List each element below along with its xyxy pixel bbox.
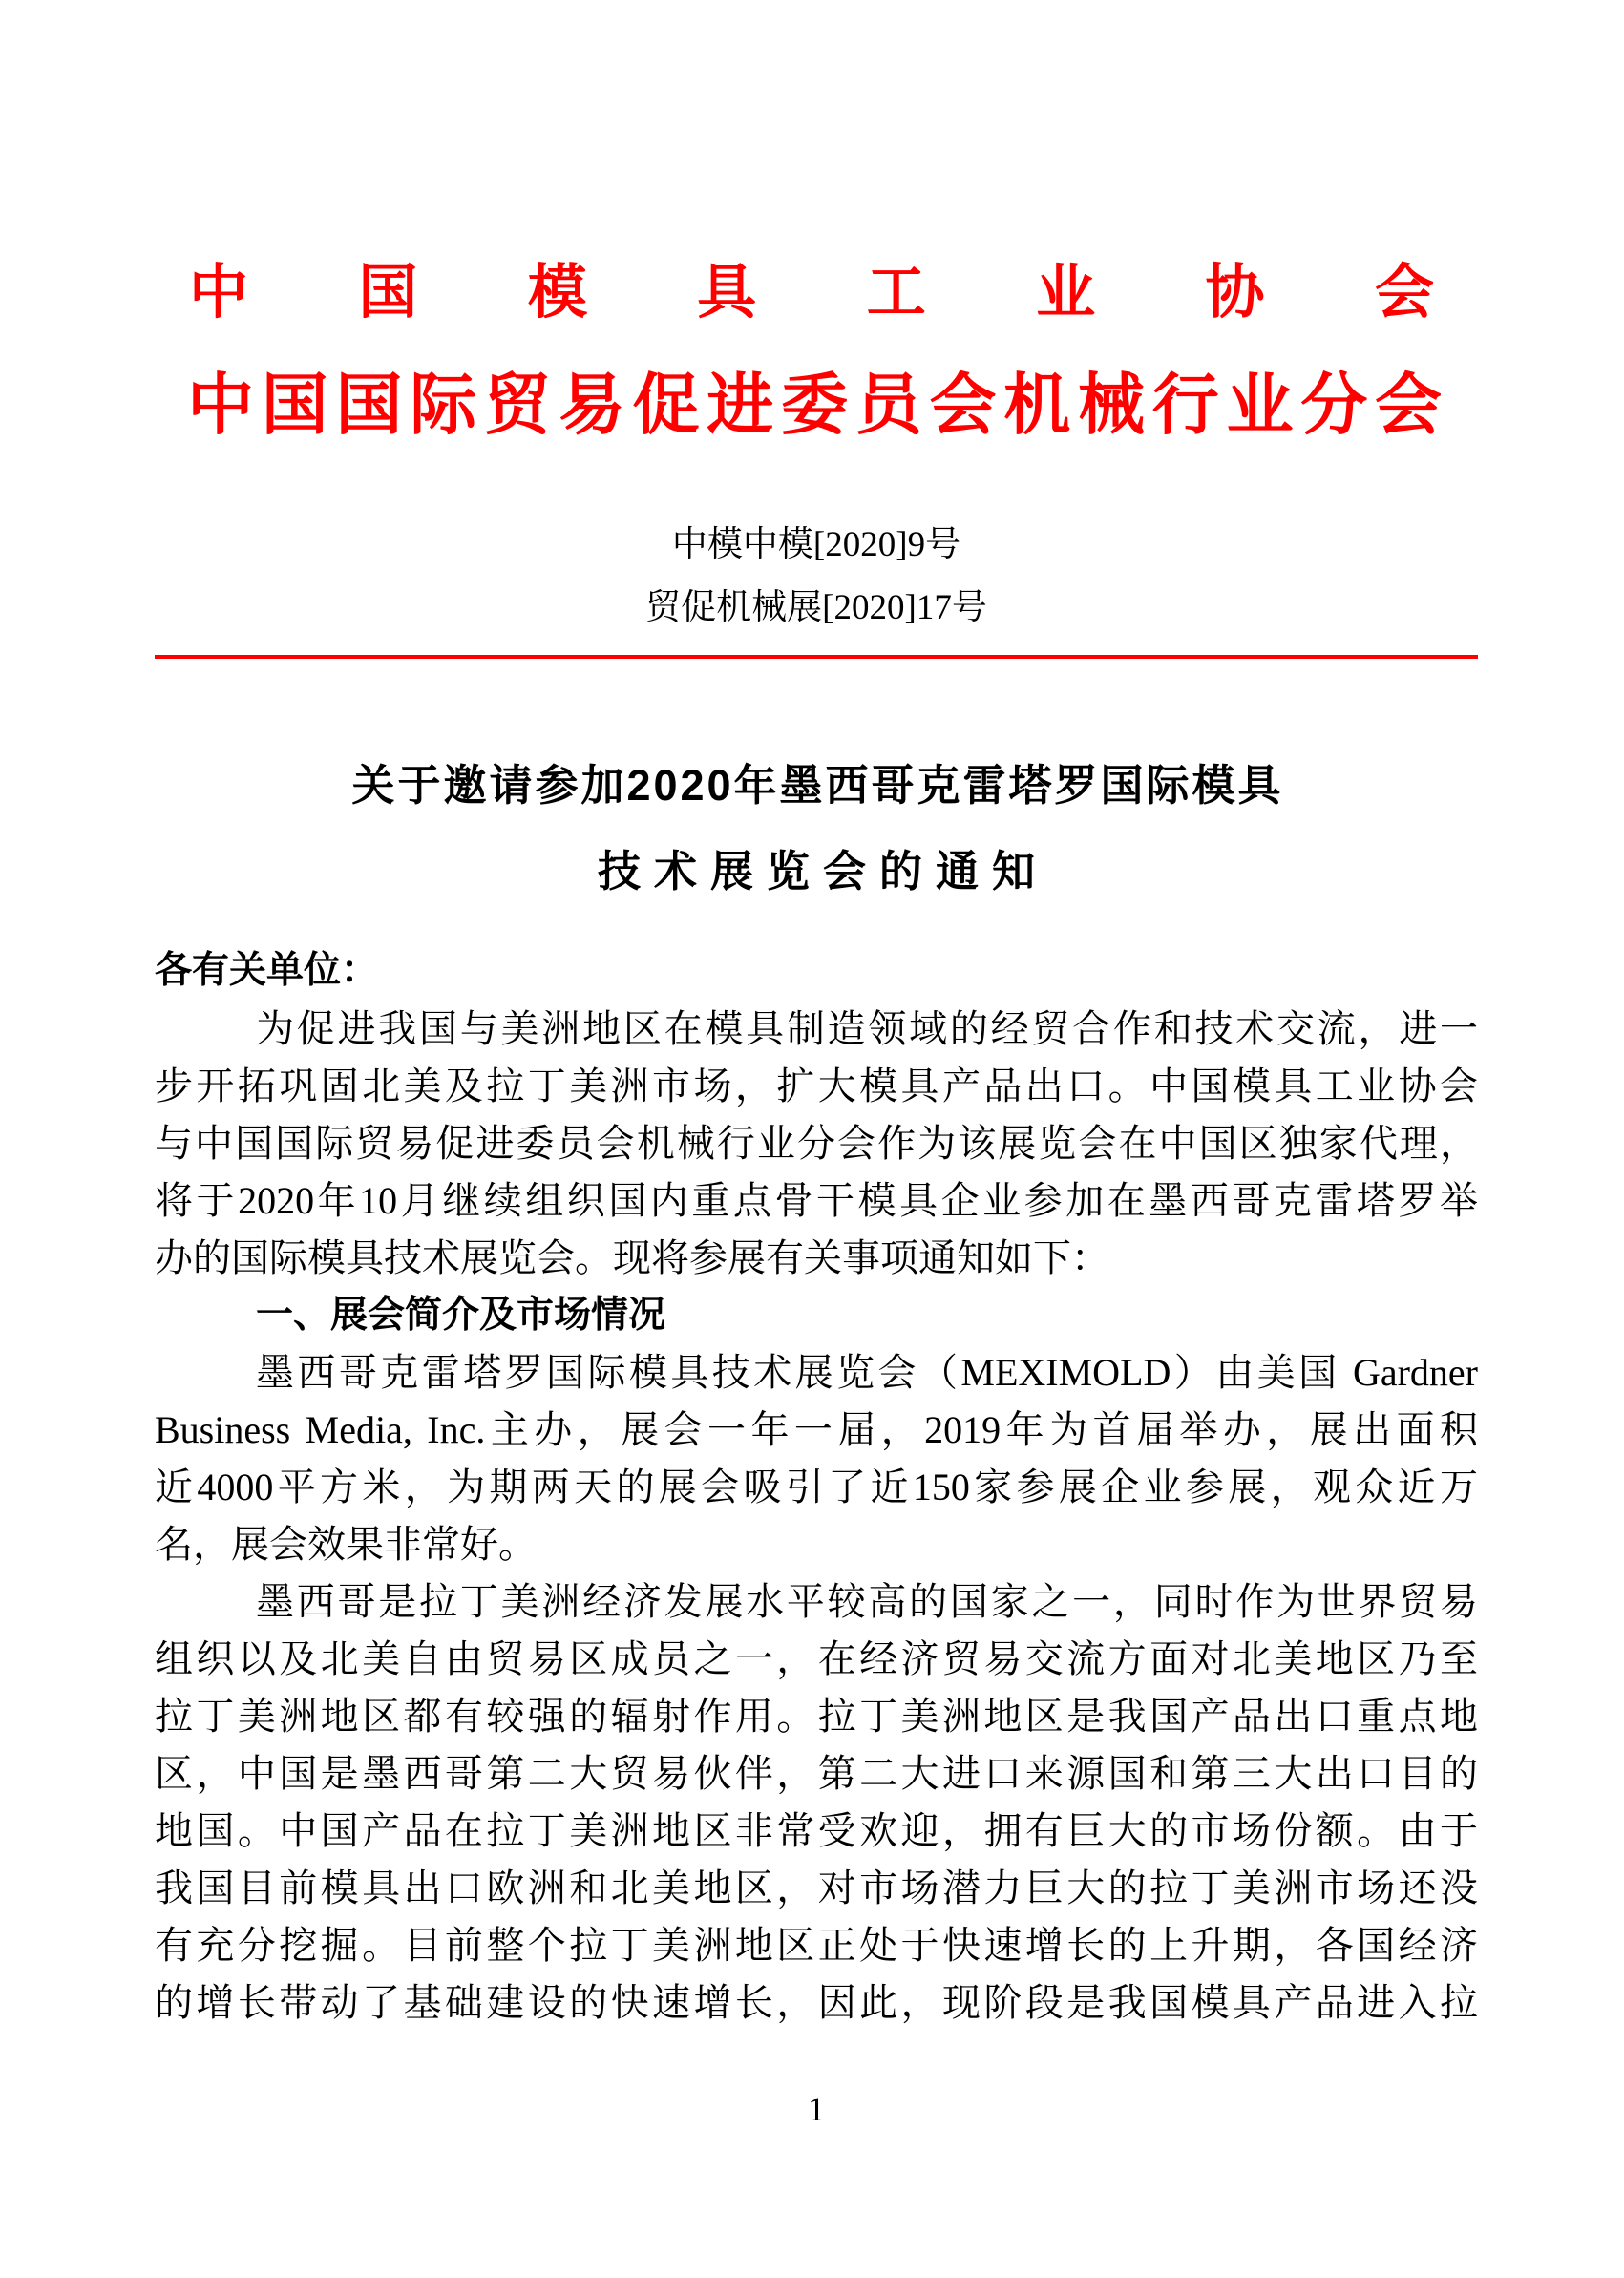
paragraph-line: 办的国际模具技术展览会。现将参展有关事项通知如下： <box>155 1236 1109 1279</box>
paragraph-line: 名，展会效果非常好。 <box>155 1523 537 1566</box>
paragraph-line: 我国目前模具出口欧洲和北美地区，对市场潜力巨大的拉丁美洲市场还没 <box>155 1867 1478 1909</box>
section-1-heading: 一、展会简介及市场情况 <box>256 1295 666 1336</box>
paragraph-line: 拉丁美洲地区都有较强的辐射作用。拉丁美洲地区是我国产品出口重点地 <box>155 1695 1478 1738</box>
body-text <box>155 941 1478 2032</box>
letterhead-org-line2: 中国国际贸易促进委员会机械行业分会 <box>187 369 1442 443</box>
paragraph-line: 步开拓巩固北美及拉丁美洲市场，扩大模具产品出口。中国模具工业协会 <box>155 1065 1478 1107</box>
notice-title <box>155 743 1478 915</box>
salutation: 各有关单位： <box>155 950 379 991</box>
paragraph-line: 墨西哥是拉丁美洲经济发展水平较高的国家之一，同时作为世界贸易 <box>256 1580 1478 1623</box>
paragraph-line: 近4000平方米，为期两天的展会吸引了近150家参展企业参展，观众近万 <box>155 1466 1478 1508</box>
paragraph-line: 的增长带动了基础建设的快速增长，因此，现阶段是我国模具产品进入拉 <box>155 1981 1478 2024</box>
red-divider-rule <box>155 655 1478 659</box>
document-number-2: 贸促机械展[2020]17号 <box>645 588 987 627</box>
paragraph-line: 有充分挖掘。目前整个拉丁美洲地区正处于快速增长的上升期，各国经济 <box>155 1924 1478 1967</box>
document-number-1: 中模中模[2020]9号 <box>671 525 961 564</box>
paragraph-line: 区，中国是墨西哥第二大贸易伙伴，第二大进口来源国和第三大出口目的 <box>155 1752 1478 1795</box>
paragraph-2 <box>155 1344 1478 1573</box>
document-numbers <box>155 514 1478 640</box>
paragraph-line: 墨西哥克雷塔罗国际模具技术展览会（MEXIMOLD）由美国 Gardner <box>256 1351 1478 1394</box>
paragraph-line: 地国。中国产品在拉丁美洲地区非常受欢迎，拥有巨大的市场份额。由于 <box>155 1809 1478 1852</box>
paragraph-line: 组织以及北美自由贸易区成员之一，在经济贸易交流方面对北美地区乃至 <box>155 1637 1478 1680</box>
paragraph-1 <box>155 1001 1478 1287</box>
paragraph-line: Business Media, Inc.主办，展会一年一届，2019年为首届举办，展出面积 <box>155 1408 1478 1451</box>
paragraph-3 <box>155 1573 1478 2032</box>
page-number: 1 <box>808 2090 825 2128</box>
letterhead-org-line1: 中 国 模 具 工 业 协 会 <box>189 261 1434 326</box>
paragraph-line: 将于2020年10月继续组织国内重点骨干模具企业参加在墨西哥克雷塔罗举 <box>155 1179 1478 1222</box>
notice-title-line1: 关于邀请参加2020年墨西哥克雷塔罗国际模具 <box>351 761 1284 810</box>
paragraph-line: 与中国国际贸易促进委员会机械行业分会作为该展览会在中国区独家代理， <box>155 1122 1478 1165</box>
notice-title-line2: 技术展览会的通知 <box>597 847 1048 896</box>
paragraph-line: 为促进我国与美洲地区在模具制造领域的经贸合作和技术交流，进一 <box>256 1007 1478 1050</box>
